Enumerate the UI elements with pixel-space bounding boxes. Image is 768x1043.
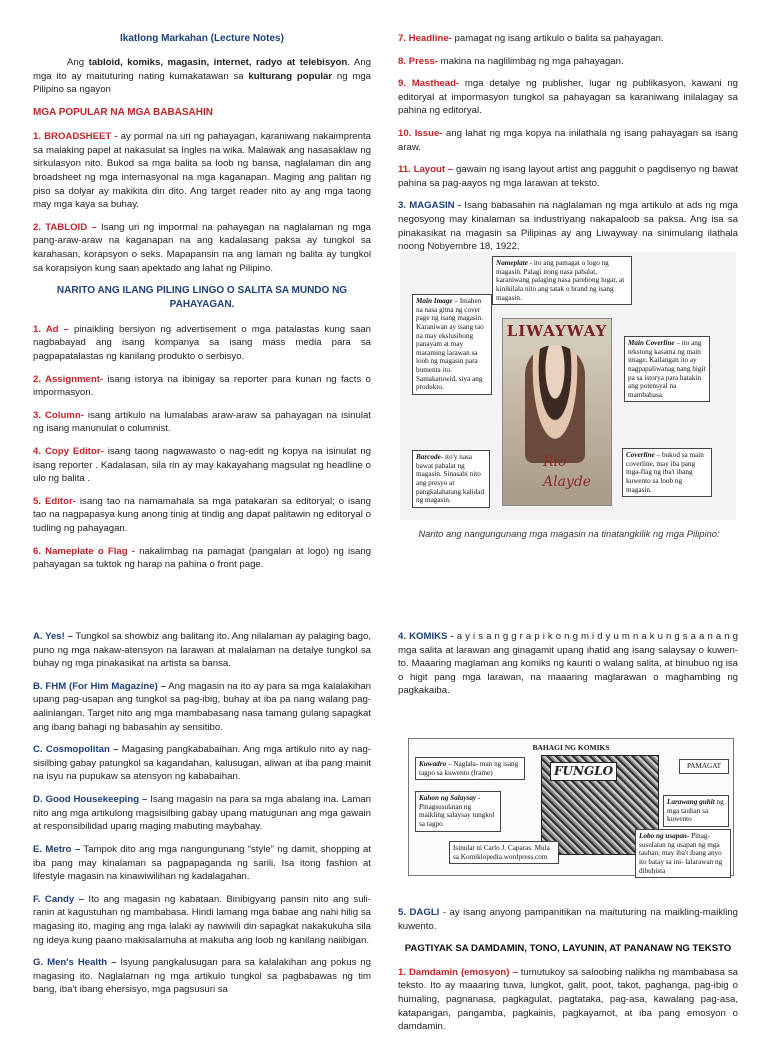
- barcode-callout: Barcode- ito'y nasa bawat pabalat ng magasin. Sinasabi nito ang presyo at pangkalahatang kalidad ng magasin.: [412, 450, 490, 508]
- damdamin-item: 1. Damdamin (emosyon) – tumutukoy sa saloobing nalikha ng mambabasa sa teksto. Ito ay maaaring tuwa, lungkot, galit, poot, takot, paghanga, pag-ibig o humaling, pagnanasa, pagkagulat, pagtataka, pag-asa, kawalang pag-asa, katapangan, pangamba, pagkainis, pagkayamot, at iba pang emosyon o damdamin.: [398, 966, 739, 1033]
- lingo-item: 6. Nameplate o Flag - nakalimbag na pamagat (pangalan at logo) ng isang pahayagan sa tuktok ng harap na pahina o front page.: [33, 545, 371, 571]
- magazine-item: A. Yes! – Tungkol sa showbiz ang balitang ito. Ang nilalaman ay palaging bago, puno ng mga nakaw-atensyon na larawan at malalaman na detalye tungkol sa buhay ng mga pinakasikat na artista sa bansa.: [33, 631, 371, 670]
- pamagat-callout: PAMAGAT: [679, 759, 729, 774]
- kahon-callout: Kahon ng Salaysay - Pinagsusulatan ng maikling salaysay tungkol sa tagpo: [415, 791, 501, 832]
- komiks-item: 4. KOMIKS - a y i s a n g g r a p i k o n g m i d y u m n a k u n g s a a n a n g mga salita at larawan ang ginagamit upang ihatid ang isang salaysay o kuwen- to. Maaaring maglaman ang komiks ng kaunti o walang salita, at binubuo ng isa o higit pang mga larawan, na maaaring maglarawan o maghambing ng pagkakaiba.: [398, 631, 738, 697]
- lingo-item: 11. Layout – gawain ng isang layout artist ang pagguhit o pagdisenyo ng bawat pahina sa pag-aayos ng mga larawan at teksto.: [398, 164, 739, 189]
- magazine-item: D. Good Housekeeping – Isang magasin na para sa mga abalang ina. Laman nito ang mga artikulong magsisilbing gabay upang matugunan ang mga gawain at responsibilidad upang maging mabuting maybahay.: [33, 794, 371, 833]
- nameplate-callout: Nameplate - ito ang pamagat o logo ng magasin. Palagi itong nasa pabalat, karaniwang palaging nasa parehong lugar, at kinikilala nito ang tatak o brand ng isang magasin.: [492, 256, 632, 305]
- page-title: Ikatlong Markahan (Lecture Notes): [120, 33, 284, 44]
- lingo-item: 3. Column- isang artikulo na lumalabas araw-araw sa pahayagan na isinulat ng isang manunulat o columnist.: [33, 409, 371, 435]
- dagli-item: 5. DAGLI - ay isang anyong pampanitikan na maituturing na maikling-maikling kuwento.: [398, 907, 738, 932]
- lingo-item: 9. Masthead- mga detalye ng publisher, lugar ng publikasyon, kawani ng editoryal at impormasyon tungkol sa pahayagan sa karaniwang inilalagay sa pahina ng editoryal.: [398, 78, 738, 117]
- lobo-callout: Lobo ng usapan- Pinag- susulatan ng usapan ng mga tauhan; may iba't ibang anyo ito batay sa ini- lalarawan ng dibuhista: [635, 829, 731, 878]
- magazine-item: B. FHM (For Him Magazine) – Ang magasin na ito ay para sa mga kalalakihan upang pag-usapan ang tungkol sa pag-ibig, buhay at iba pa nang walang pag-aalinlangan. Target nito ang mga mambabasang nasa tamang gulang sapagkat ang ibang bahagi ng babasahin ay sensitibo.: [33, 680, 371, 733]
- intro-paragraph: Ang tabloid, komiks, magasin, internet, radyo at telebisyon. Ang mga ito ay maituturing nating kumakatawan sa kulturang popular ng mga Pilipino sa ngayon: [33, 57, 372, 96]
- bottom-right-column: [398, 630, 738, 707]
- popular-item: 2. TABLOID – Isang uri ng impormal na pahayagan na naglalaman ng mga pang-araw-araw na kaganapan na ang kadalasang paksa ay tungkol sa karahasan, korapsyon o seks. Mapapansin na ang laman ng balita ay tungkol sa korapsiyon kung saan apektado ang lahat ng Pilipino.: [33, 221, 371, 274]
- lingo-item: 1. Ad – pinaikling bersiyon ng advertisement o mga patalastas kung saan nagbabayad ang isang kompanya sa isang mass media para sa pagpapatalastas ng kanilang produkto o serbisyo.: [33, 323, 371, 362]
- magazine-figure-caption: Narito ang nangungunang mga magasin na tinatangkilik ng mga Pilipino:: [418, 528, 720, 539]
- cover-masthead: LIWAYWAY: [506, 322, 608, 340]
- top-right-column: [398, 32, 738, 263]
- intro-media: tabloid, komiks, magasin, internet, radyo at telebisyon: [88, 57, 348, 69]
- bottom-right-continued: [398, 906, 738, 1043]
- komiks-logo: FUNGLO: [550, 762, 617, 781]
- main-coverline-callout: Main Coverline – ito ang tekstong kasama ng main image. Kailangan ito ay nagpapaliwanag nang higit pa sa istorya para hatakin ang potensyal na mambabasa.: [624, 336, 710, 402]
- lingo-item: 8. Press- makina na naglilimbag ng mga pahayagan.: [398, 55, 624, 67]
- intro-culture: kulturang popular: [248, 70, 333, 82]
- lingo-item: 10. Issue- ang lahat ng mga kopya na inilathala ng isang pahayagan sa isang araw.: [398, 128, 738, 153]
- kuwadro-callout: Kuwadro – Naglala- man ng isang tagpo sa kuwento (frame): [415, 757, 525, 780]
- magasin-item: 3. MAGASIN - Isang babasahin na naglalaman ng mga artikulo at ads ng mga negosyong may kinalaman sa industriyang nakapaloob sa paksa. Ang isa sa pinakasikat na magasin sa Pilipinas ay ang Liwayway na sinimulang ilathala noong Nobyembre 18, 1922.: [398, 200, 738, 253]
- magazine-item: G. Men's Health – Isyung pangkalusugan para sa kalalakihan ang pokus ng magasing ito. Naglalaman ng mga artikulo tungkol sa pagbabawas ng tim bang, iba't ibang ehersisyo, mga pagsusuri sa: [33, 957, 371, 996]
- magazine-item: F. Candy – Ito ang magasin ng kabataan. Binibigyang pansin nito ang suli- ranin at kagustuhan ng mambabasa. Hindi lamang mga babae ang nahi hilig sa magasing ito, maging ang mga lalaki ay nawiwili din sapagkat nakakukuha sila ng ideya kung paano makisalamuha at makuha ang loob ng kanilang naiibigan.: [33, 893, 371, 946]
- larawang-guhit-callout: Larawang guhit ng mga tauhan sa kuwento: [663, 795, 729, 827]
- cover-person-image: [525, 345, 585, 463]
- magazine-item: C. Cosmopolitan – Magasing pangkababaihan. Ang mga artikulo nito ay nag- sisilbing gabay patungkol sa kagandahan, kalusugan, aliwan at iba pang mainit na isyu na pupukaw sa atensyon ng kababaihan.: [33, 744, 371, 783]
- cover-signature: Rio Alayde: [543, 454, 592, 491]
- lingo-item: 7. Headline- pamagat ng isang artikulo o balita sa pahayagan.: [398, 33, 664, 44]
- magazine-item: E. Metro – Tampok dito ang mga nangungunang “style” ng damit, shopping at iba pang may kinalaman sa pagpapaganda ng sarili. Isa itong fashion at lifestyle magasin na kinawiwilihan ng kadalagahan.: [33, 843, 372, 883]
- section-popular-heading: MGA POPULAR NA MGA BABASAHIN: [33, 107, 213, 119]
- lingo-item: 5. Editor- isang tao na namamahala sa mga patakaran sa editoryal; o isang tao na nagpapasya kung anong tinig at tindig ang dapat palitawin ng editoryal o tudling ng pahayagan.: [33, 495, 371, 534]
- top-left-column: [33, 32, 371, 581]
- bottom-left-column: [33, 630, 371, 1006]
- lingo-item: 2. Assignment- isang istorya na ibinigay sa reporter para kunan ng facts o impormasyon.: [33, 373, 371, 399]
- main-image-callout: Main Image – Imahen na nasa gitna ng cover page ng isang magasin. Karaniwan ay isang tao na may ekslusibong panayam at may maraming larawan sa loob ng magasin para bumenta ito. Samakatuwid, siya ang produkto.: [412, 294, 492, 395]
- komiks-credit: Isinulat ni Carlo J. Caparas. Mula sa Komiklopedia.wordpress.com: [449, 841, 559, 864]
- section-lingo-heading: NARITO ANG ILANG PILING LINGO O SALITA SA MUNDO NG PAHAYAGAN.: [56, 285, 348, 311]
- magazine-cover-figure: [400, 252, 736, 520]
- section-tono-heading: PAGTIYAK SA DAMDAMIN, TONO, LAYUNIN, AT PANANAW NG TEKSTO: [404, 943, 732, 955]
- magazine-cover-image: [502, 318, 612, 506]
- lingo-item: 4. Copy Editor- isang taong nagwawasto o nag-edit ng kopya na isinulat ng isang reporter . Kadalasan, sila rin ay may kakayahang magsulat ng headline o ulo ng balita .: [33, 445, 371, 485]
- komiks-figure-title: BAHAGI NG KOMIKS: [532, 743, 610, 752]
- popular-item: 1. BROADSHEET - ay pormal na uri ng pahayagan, karaniwang nakaimprenta sa malaking papel at nakasulat sa Ingles na wika. Malawak ang nasasaklaw ng sirkulasyon nito. Bukod sa mga balita sa loob ng bansa, naglalaman din ang broadsheet ng mga internasyonal na mga kaganapan. Maging ang palitan ng piso sa dolyar ay makikita din dito. Ang target reader nito ay ang mga taong may mga kaya sa buhay.: [33, 131, 371, 211]
- coverline-callout: Coverline – bukod sa main coverline, may iba pang mga-flag ng iba't ibang kuwento sa loob ng magasin.: [622, 448, 712, 497]
- komiks-parts-figure: [408, 738, 734, 876]
